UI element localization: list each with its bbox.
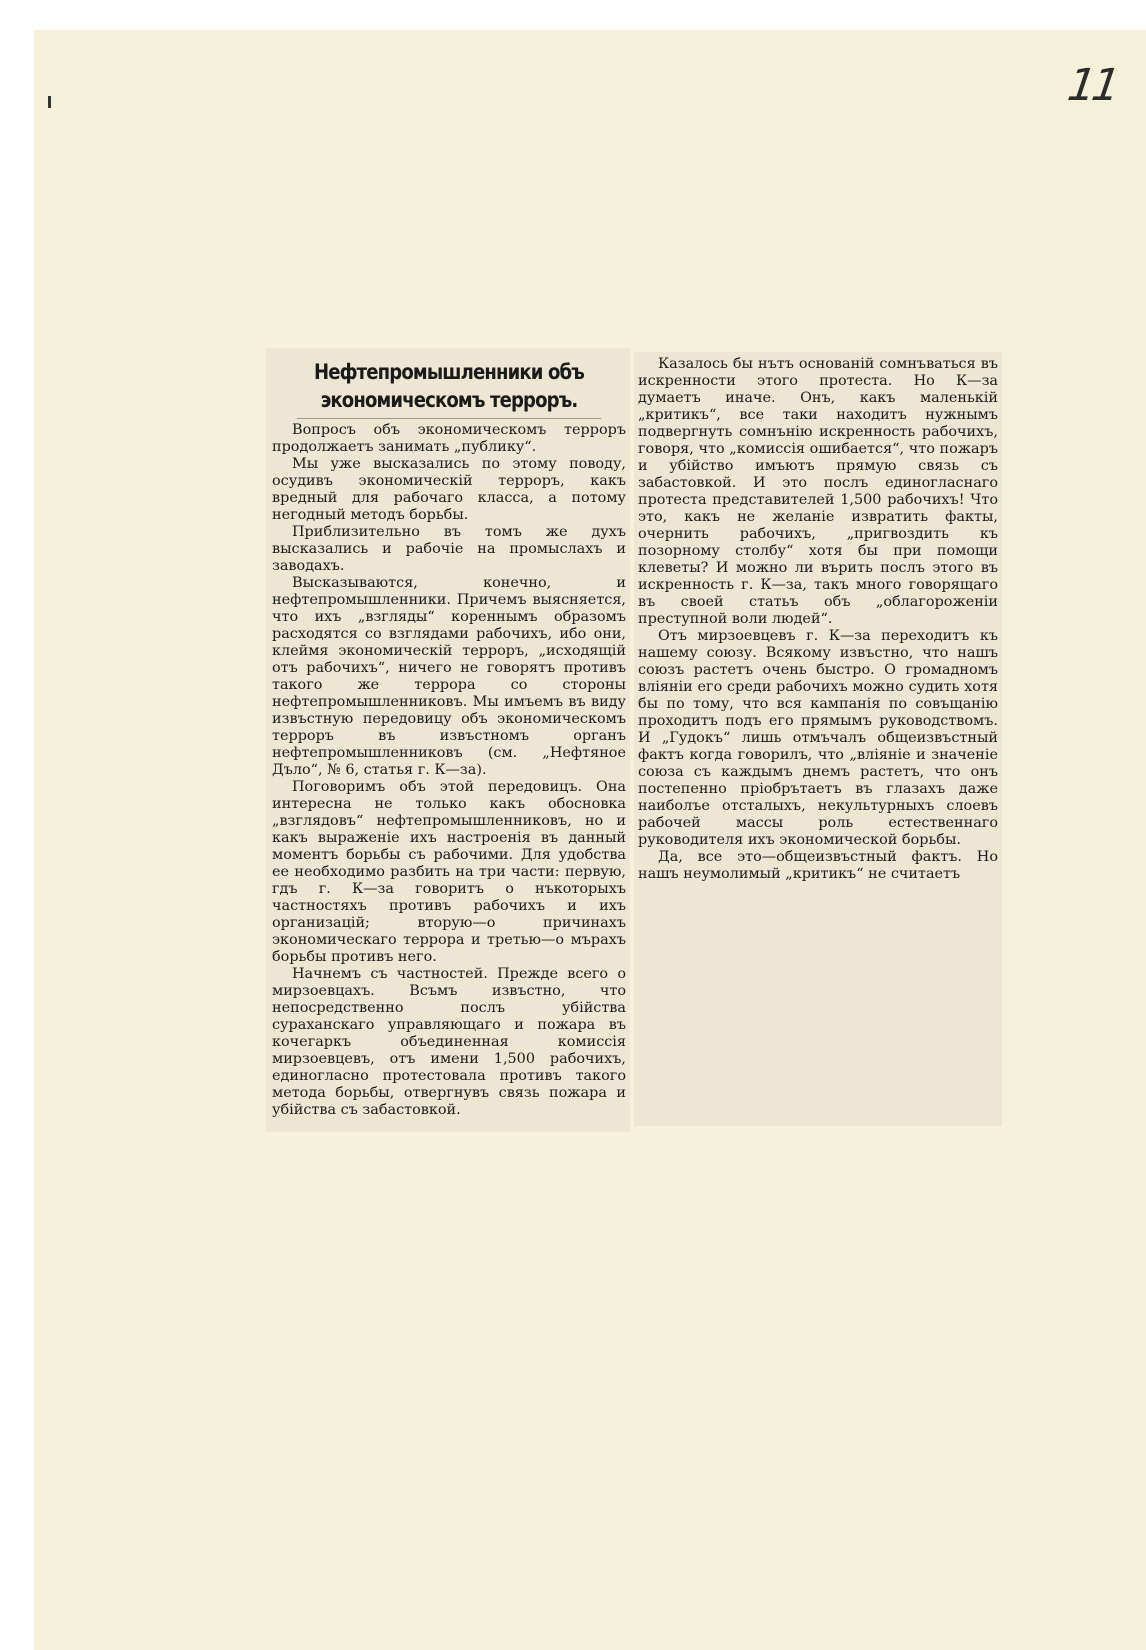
article-headline: Нефтепромышленники объ экономическомъ терроръ. [297, 358, 601, 419]
column-2-text [638, 356, 998, 883]
paragraph: Да, все это—общеизвъстный фактъ. Но нашъ неумолимый „критикъ“ не считаетъ [638, 849, 998, 882]
paragraph: Вопросъ объ экономическомъ терроръ продолжаетъ занимать „публику“. [272, 422, 626, 455]
clipping-column-1 [266, 348, 630, 1132]
clipping-column-2 [634, 352, 1002, 1126]
paragraph: Мы уже высказались по этому поводу, осудивъ экономическій терроръ, какъ вредный для рабочаго класса, а потому негодный методъ борьбы. [272, 456, 626, 523]
paragraph: Поговоримъ объ этой передовицъ. Она интересна не только какъ обосновка „взглядовъ“ нефтепромышленниковъ, но и какъ выраженіе ихъ настроенія въ данный моментъ борьбы съ рабочими. Для удобства ее необходимо разбить на три части: первую, гдъ г. К—за говоритъ о нъкоторыхъ частностяхъ противъ рабочихъ и ихъ организацій; вторую—о причинахъ экономическаго террора и третью—о мърахъ борьбы противъ него. [272, 779, 626, 965]
paragraph: Отъ мирзоевцевъ г. К—за переходитъ къ нашему союзу. Всякому извъстно, что нашъ союзъ растетъ очень быстро. О громадномъ вліяніи его среди рабочихъ можно судить хотя бы по тому, что вся кампанія по совъщанію проходитъ подъ его прямымъ руководствомъ. И „Гудокъ“ лишь отмъчалъ общеизвъстный фактъ когда говорилъ, что „вліяніе и значеніе союза съ каждымъ днемъ растетъ, что онъ постепенно пріобрътаетъ въ глазахъ даже наиболъе отсталыхъ, некультурныхъ слоевъ рабочей массы роль естественнаго руководителя ихъ экономической борьбы. [638, 628, 998, 848]
paragraph: Начнемъ съ частностей. Прежде всего о мирзоевцахъ. Всъмъ извъстно, что непосредственно послъ убійства сураханскаго управляющаго и пожара въ кочегаркъ объединенная комиссія мирзоевцевъ, отъ имени 1,500 рабочихъ, единогласно протестовала противъ такого метода борьбы, отвергнувъ связь пожара и убійства съ забастовкой. [272, 966, 626, 1118]
paragraph: Казалось бы нътъ основаній сомнъваться въ искренности этого протеста. Но К—за думаетъ иначе. Онъ, какъ маленькій „критикъ“, все таки находитъ нужнымъ подвергнуть сомнънію искренность рабочихъ, говоря, что „комиссія ошибается“, что пожаръ и убійство имъютъ прямую связь съ забастовкой. И это послъ единогласнаго протеста представителей 1,500 рабочихъ! Что это, какъ не желаніе извратить факты, очернить рабочихъ, „пригвоздить къ позорному столбу“ хотя бы при помощи клеветы? И можно ли върить послъ этого въ искренность г. К—за, такъ много говорящаго въ своей статьъ объ „облагороженіи преступной воли людей“. [638, 356, 998, 627]
column-1-text [272, 422, 626, 1119]
paragraph: Высказываются, конечно, и нефтепромышленники. Причемъ выясняется, что ихъ „взгляды“ кореннымъ образомъ расходятся со взглядами рабочихъ, ибо они, клеймя экономическій терроръ, „исходящій отъ рабочихъ“, ничего не говорятъ противъ такого же террора со стороны нефтепромышленниковъ. Мы имъемъ въ виду извъстную передовицу объ экономическомъ терроръ въ извъстномъ органъ нефтепромышленниковъ (см. „Нефтяное Дъло“, № 6, статья г. К—за). [272, 575, 626, 778]
pencil-mark [48, 96, 51, 108]
folio-number: 11 [1064, 60, 1120, 111]
paragraph: Приблизительно въ томъ же духъ высказались и рабочіе на промыслахъ и заводахъ. [272, 524, 626, 574]
